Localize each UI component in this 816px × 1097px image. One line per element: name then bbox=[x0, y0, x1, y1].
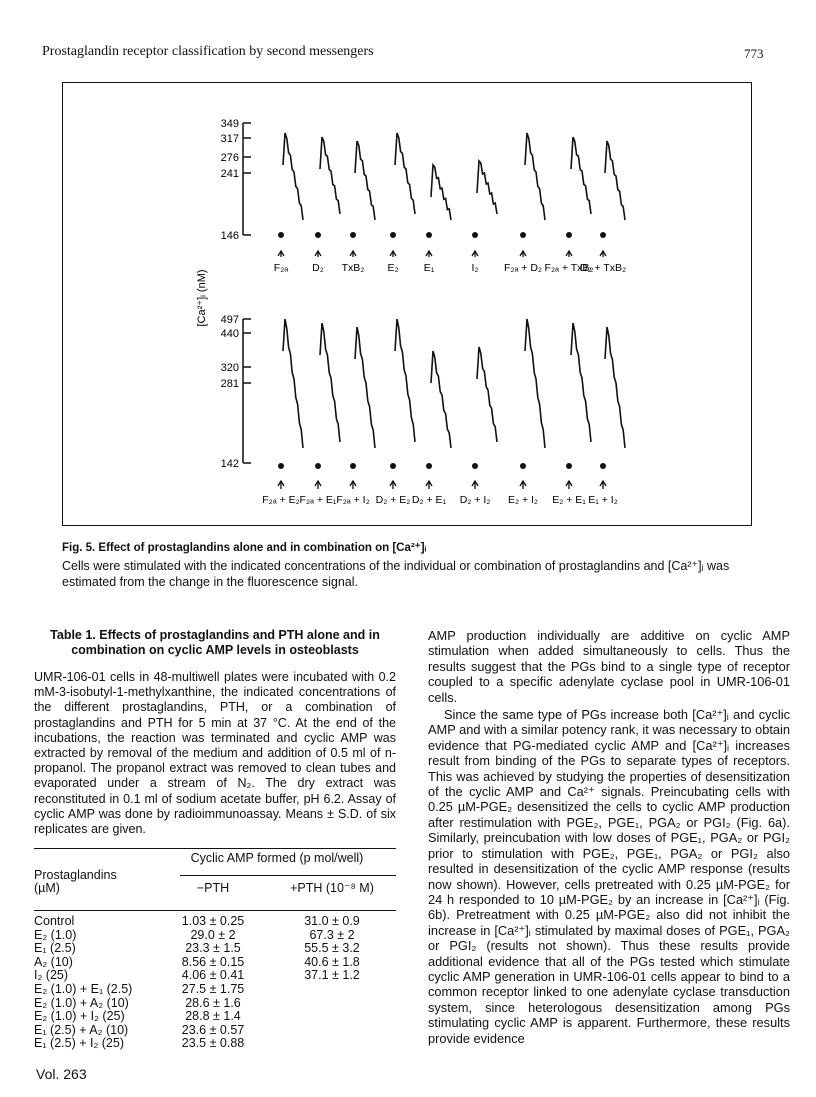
stimulus-marker bbox=[566, 232, 572, 238]
stimulus-marker bbox=[350, 463, 356, 469]
row-label: E₁ (2.5) + A₂ (10) bbox=[34, 1022, 129, 1037]
calcium-trace bbox=[395, 133, 415, 214]
calcium-trace bbox=[525, 133, 545, 220]
stimulus-label: E₁ bbox=[423, 262, 435, 274]
stimulus-label: F₂ₐ + D₂ bbox=[503, 262, 543, 274]
tick-label: 317 bbox=[220, 133, 239, 145]
value-minus-pth: 4.06 ± 0.41 bbox=[181, 968, 245, 983]
calcium-trace bbox=[320, 137, 340, 214]
stimulus-label: F₂ₐ + E₁ bbox=[299, 494, 337, 506]
value-minus-pth: 8.56 ± 0.15 bbox=[181, 954, 245, 969]
stimulus-label: E₁ + I₂ bbox=[588, 494, 618, 506]
value-minus-pth: 28.8 ± 1.4 bbox=[185, 1009, 241, 1024]
table-row bbox=[34, 1024, 396, 1038]
figure-caption: Fig. 5. Effect of prostaglandins alone and in combination on [Ca²⁺]ᵢ bbox=[62, 542, 427, 554]
calcium-trace bbox=[355, 327, 375, 448]
stimulus-marker bbox=[472, 232, 478, 238]
tick-label: 281 bbox=[220, 378, 239, 390]
table-top-rule bbox=[34, 848, 396, 849]
stimulus-marker bbox=[278, 463, 284, 469]
row-label: E₂ (1.0) + A₂ (10) bbox=[34, 995, 129, 1010]
row-head-units: (µM) bbox=[34, 881, 60, 896]
stimulus-marker bbox=[472, 463, 478, 469]
stimulus-marker bbox=[600, 232, 606, 238]
calcium-trace bbox=[283, 319, 303, 448]
stimulus-label: E₂ bbox=[387, 262, 399, 274]
value-plus-pth: 55.5 ± 3.2 bbox=[304, 941, 360, 956]
tick-label: 349 bbox=[220, 118, 239, 130]
value-minus-pth: 27.5 ± 1.75 bbox=[181, 981, 245, 996]
table-row bbox=[34, 1037, 396, 1051]
tick-label: 320 bbox=[220, 362, 239, 374]
stimulus-label: E₂ + I₂ bbox=[507, 494, 539, 506]
value-minus-pth: 29.0 ± 2 bbox=[190, 927, 236, 942]
table-row bbox=[34, 929, 396, 943]
calcium-trace bbox=[355, 141, 375, 220]
body-text bbox=[428, 628, 790, 1046]
stimulus-label: F₂ₐ bbox=[273, 262, 289, 274]
table-title: Table 1. Effects of prostaglandins and PTH alone and in combination on cyclic AMP levels in osteoblasts bbox=[50, 628, 380, 657]
stimulus-label: D₂ bbox=[312, 262, 324, 274]
stimulus-label: D₂ + TxB₂ bbox=[579, 262, 627, 274]
col-group-head: Cyclic AMP formed (p mol/well) bbox=[190, 851, 364, 865]
value-plus-pth bbox=[268, 1037, 396, 1051]
tick-label: 241 bbox=[220, 168, 239, 180]
calcium-trace bbox=[320, 323, 340, 442]
table-body bbox=[34, 915, 396, 1051]
value-minus-pth: 23.5 ± 0.88 bbox=[181, 1036, 245, 1051]
volume-footer: Vol. 263 bbox=[36, 1066, 87, 1082]
stimulus-label: I₂ bbox=[471, 262, 479, 274]
table-row bbox=[34, 997, 396, 1011]
figure-description: Cells were stimulated with the indicated concentrations of the individual or combination of prostaglandins and [Ca²⁺]ᵢ was estimated from the change in the fluorescence signal. bbox=[62, 559, 730, 589]
stimulus-marker bbox=[315, 463, 321, 469]
calcium-traces-plot bbox=[63, 83, 751, 525]
calcium-trace bbox=[431, 165, 451, 220]
row-label: E₁ (2.5) + I₂ (25) bbox=[34, 1036, 125, 1051]
tick-label: 440 bbox=[220, 328, 239, 340]
row-label: E₁ (2.5) bbox=[34, 941, 76, 956]
table-row bbox=[34, 1010, 396, 1024]
stimulus-label: E₂ + E₁ bbox=[552, 494, 586, 506]
figure-5 bbox=[62, 82, 752, 526]
value-minus-pth: 1.03 ± 0.25 bbox=[181, 914, 245, 928]
stimulus-label: F₂ₐ + TxB₂ bbox=[544, 262, 594, 274]
col-group-rule bbox=[180, 875, 396, 876]
row-label: E₂ (1.0) + I₂ (25) bbox=[34, 1009, 125, 1024]
stimulus-label: D₂ + E₂ bbox=[375, 494, 411, 506]
stimulus-marker bbox=[566, 463, 572, 469]
calcium-trace bbox=[605, 327, 625, 448]
y-axis-label: [Ca²⁺]ᵢ (nM) bbox=[196, 269, 208, 327]
stimulus-marker bbox=[520, 463, 526, 469]
stimulus-marker bbox=[426, 463, 432, 469]
value-minus-pth: 23.6 ± 0.57 bbox=[181, 1022, 245, 1037]
table-row bbox=[34, 956, 396, 970]
stimulus-marker bbox=[600, 463, 606, 469]
stimulus-marker bbox=[315, 232, 321, 238]
stimulus-label: D₂ + I₂ bbox=[459, 494, 491, 506]
table-1 bbox=[34, 852, 396, 896]
calcium-trace bbox=[283, 133, 303, 220]
value-plus-pth bbox=[268, 1010, 396, 1024]
stimulus-label: F₂ₐ + E₂ bbox=[262, 494, 300, 506]
col-minus-pth: −PTH bbox=[196, 881, 230, 896]
calcium-trace bbox=[571, 323, 591, 442]
value-plus-pth: 40.6 ± 1.8 bbox=[304, 954, 360, 969]
value-plus-pth: 37.1 ± 1.2 bbox=[304, 968, 360, 983]
tick-label: 497 bbox=[220, 314, 239, 326]
row-label: E₂ (1.0) + E₁ (2.5) bbox=[34, 981, 133, 996]
table-description: UMR-106-01 cells in 48-multiwell plates were incubated with 0.2 mM-3-isobutyl-1-methylxanthine, the indicated concentrations of the different prostaglandins, PTH, or a combination of prostaglandins and PTH for 5 min at 37 °C. At the end of the incubations, the reaction was terminated and cyclic AMP was extracted by removal of the medium and addition of 0.5 ml of n-propanol. The propanol extract was removed to clean tubes and evaporated under a stream of N₂. The dry extract was reconstituted in 0.1 ml of sodium acetate buffer, pH 6.2. Assay of cyclic AMP was done by radioimmunoassay. Means ± S.D. of six replicates are given. bbox=[34, 670, 396, 837]
table-head-rule bbox=[34, 910, 396, 911]
value-plus-pth bbox=[268, 997, 396, 1011]
calcium-trace bbox=[605, 141, 625, 220]
stimulus-marker bbox=[390, 463, 396, 469]
row-label: A₂ (10) bbox=[34, 954, 73, 969]
calcium-trace bbox=[525, 319, 545, 448]
row-label: I₂ (25) bbox=[34, 968, 69, 983]
paragraph-2: Since the same type of PGs increase both [Ca²⁺]ᵢ and cyclic AMP and with a similar potency rank, it was necessary to obtain evidence that PG-mediated cyclic AMP and [Ca²⁺]ᵢ increases result from binding of the PGs to separate types of receptors. This was achieved by studying the properties of desensitization of the cyclic AMP and Ca²⁺ signals. Preincubating cells with 0.25 µM-PGE₂ desensitized the cells to cyclic AMP production after restimulation with PGE₂, PGE₁, PGA₂ or PGI₂ (Fig. 6a). Similarly, preincubation with low doses of PGE₁, PGA₂ or PGI₂ prior to stimulation with PGE₂, PGE₁, PGA₂ or PGI₂ also resulted in desensitization of the cyclic AMP response (results now shown). However, cells pretreated with 0.25 µM-PGE₂ for 24 h responded to 10 µM-PGE₂ by an increase in [Ca²⁺]ᵢ (Fig. 6b). Pretreatment with 0.25 µM-PGE₂ also did not inhibit the increase in [Ca²⁺]ᵢ stimulated by maximal doses of PGE₁, PGA₂ or PGI₂ (results not shown). Thus these results provide additional evidence that all of the PGs tested which stimulate cyclic AMP generation in UMR-106-01 cells appear to bind to a common receptor linked to one adenylate cyclase transduction system, since heterologous desensitization among PGs stimulating cyclic AMP is apparent. Furthermore, these results provide evidence bbox=[428, 707, 790, 1046]
stimulus-marker bbox=[426, 232, 432, 238]
row-label: Control bbox=[34, 914, 75, 928]
page-number: 773 bbox=[744, 46, 764, 61]
table-row bbox=[34, 983, 396, 997]
value-minus-pth: 23.3 ± 1.5 bbox=[185, 941, 241, 956]
calcium-trace bbox=[477, 347, 497, 442]
value-minus-pth: 28.6 ± 1.6 bbox=[185, 995, 241, 1010]
calcium-trace bbox=[431, 351, 451, 448]
tick-label: 276 bbox=[220, 152, 239, 164]
row-head: Prostaglandins bbox=[34, 867, 117, 882]
stimulus-label: F₂ₐ + I₂ bbox=[336, 494, 370, 506]
table-row bbox=[34, 969, 396, 983]
tick-label: 146 bbox=[220, 230, 239, 242]
stimulus-label: D₂ + E₁ bbox=[411, 494, 447, 506]
stimulus-label: TxB₂ bbox=[341, 262, 365, 274]
table-row bbox=[34, 915, 396, 929]
stimulus-marker bbox=[520, 232, 526, 238]
paragraph-1: AMP production individually are additive on cyclic AMP stimulation when added simultaneously to cells. Thus the results suggest that the PGs bind to a single type of receptor coupled to a specific adenylate cyclase pool in UMR-106-01 cells. bbox=[428, 628, 790, 705]
value-plus-pth bbox=[268, 983, 396, 997]
stimulus-marker bbox=[390, 232, 396, 238]
value-plus-pth bbox=[268, 1024, 396, 1038]
tick-label: 142 bbox=[220, 458, 239, 470]
running-title: Prostaglandin receptor classification by second messengers bbox=[42, 44, 374, 59]
table-row bbox=[34, 942, 396, 956]
stimulus-marker bbox=[350, 232, 356, 238]
calcium-trace bbox=[571, 137, 591, 214]
value-plus-pth: 67.3 ± 2 bbox=[309, 927, 355, 942]
stimulus-marker bbox=[278, 232, 284, 238]
value-plus-pth: 31.0 ± 0.9 bbox=[304, 914, 360, 928]
col-plus-pth: +PTH (10⁻⁸ M) bbox=[290, 881, 374, 896]
row-label: E₂ (1.0) bbox=[34, 927, 77, 942]
calcium-trace bbox=[395, 319, 415, 442]
calcium-trace bbox=[477, 161, 497, 214]
